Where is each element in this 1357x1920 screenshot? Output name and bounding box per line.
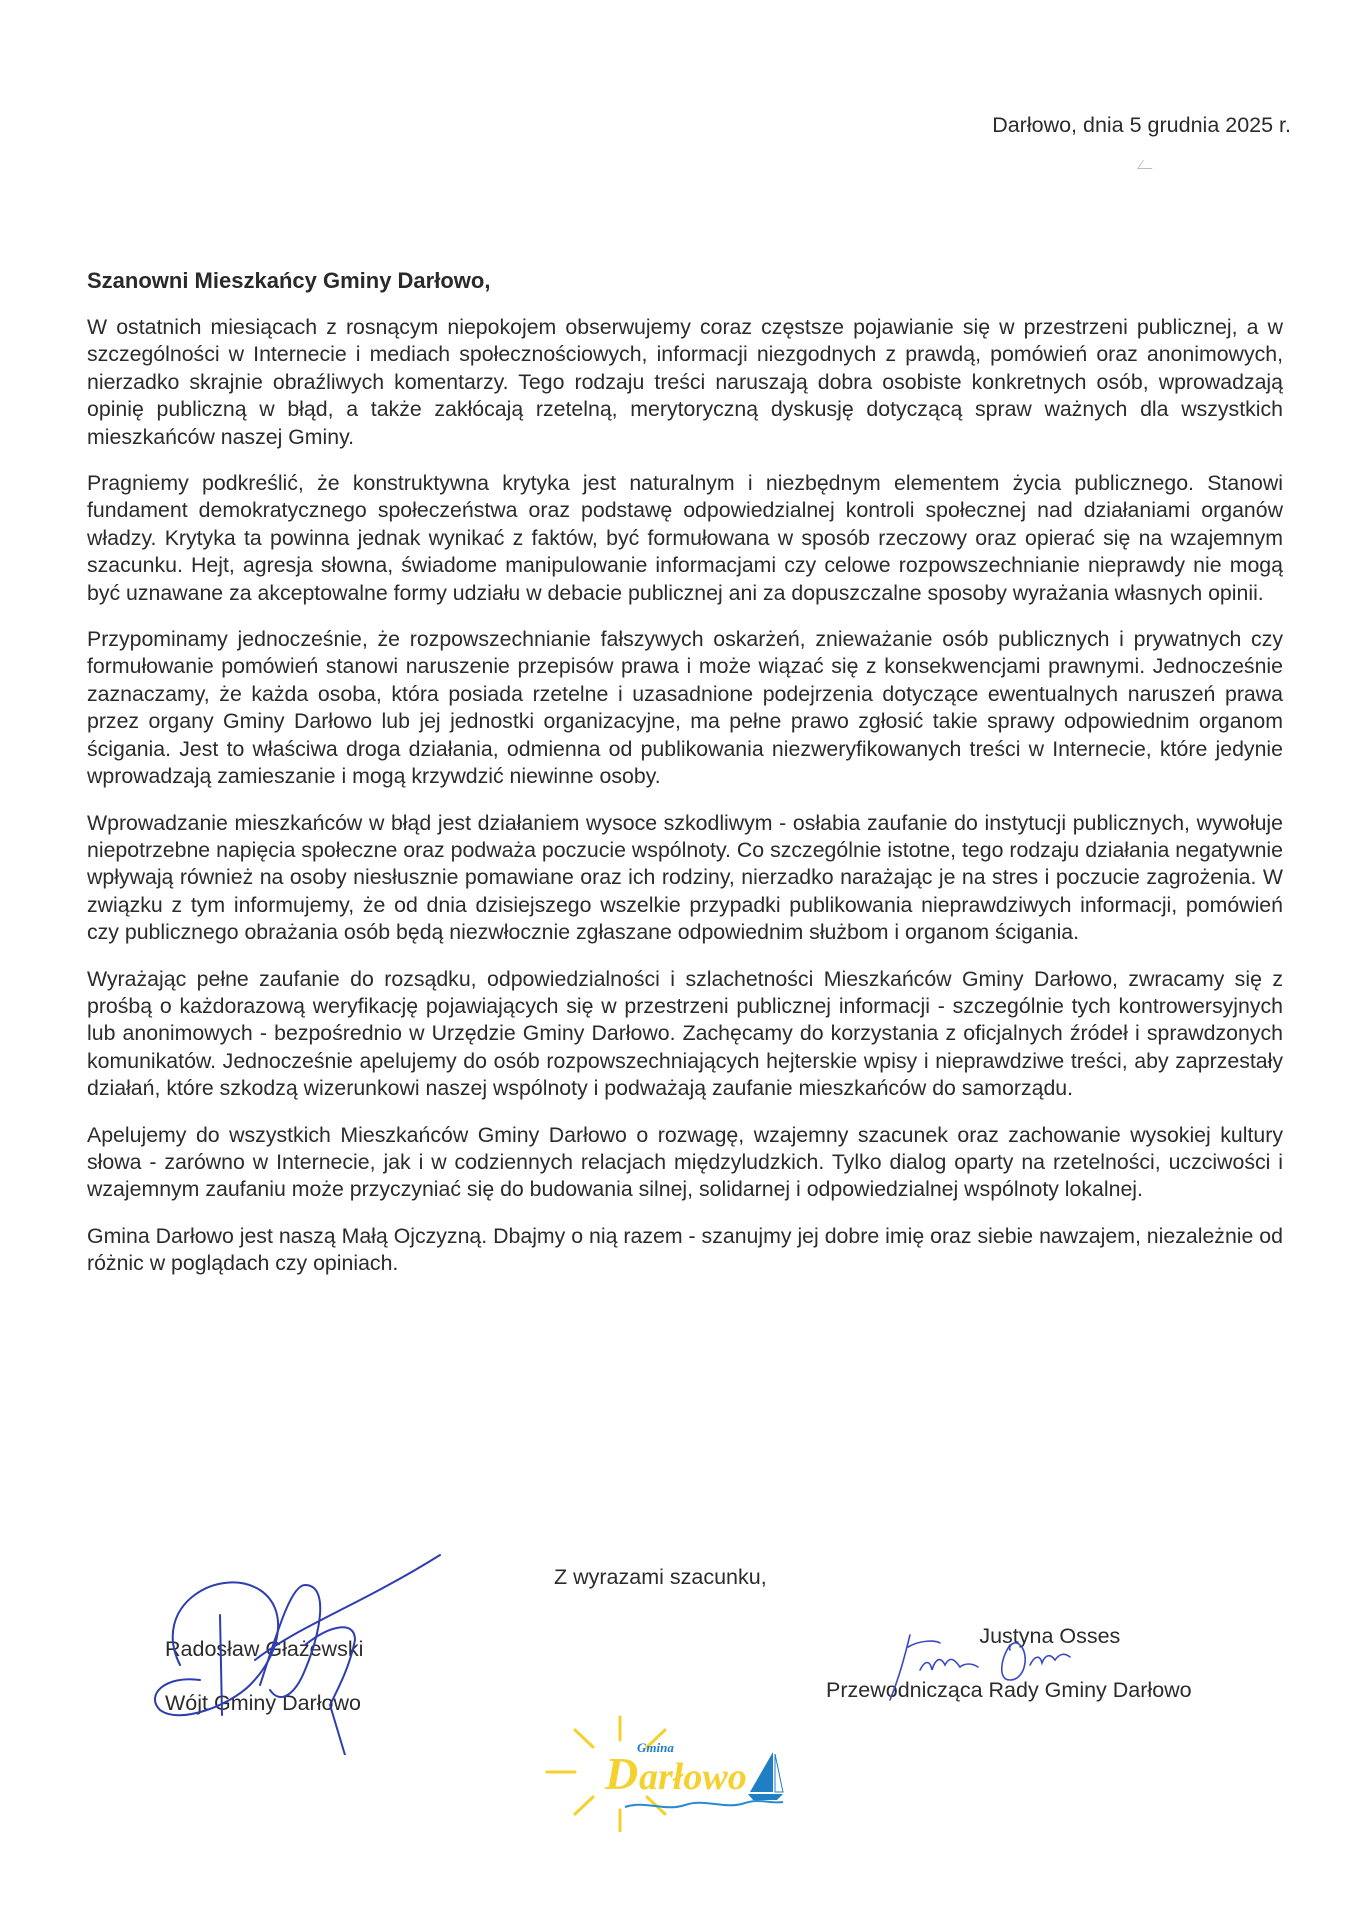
pen-mark — [1137, 160, 1158, 169]
signatory-name: Radosław Głażewski — [165, 1637, 364, 1661]
paragraph: Pragniemy podkreślić, że konstruktywna krytyka jest naturalnym i niezbędnym elementem życia publicznego. Stanowi fundament demokratycznego społeczeństwa oraz podstawę odpowiedzialnej kontroli społecznej nad działaniami organów władzy. Krytyka ta powinna jednak wynikać z faktów, być formułowana w sposób rzeczowy oraz opierać się na wzajemnym szacunku. Hejt, agresja słowna, świadome manipulowanie informacjami czy celowe rozpowszechnianie nieprawdy nie mogą być uznawane za akceptowalne formy udziału w debacie publicznej ani za dopuszczalne sposoby wyrażania własnych opinii. — [87, 471, 1283, 605]
wave-icon — [625, 1801, 783, 1807]
signatory-role: Wójt Gminy Darłowo — [165, 1691, 361, 1715]
sailboat-icon — [748, 1752, 783, 1800]
paragraph: Gmina Darłowo jest naszą Małą Ojczyzną. Dbajmy o nią razem - szanujmy jej dobre imię oraz siebie nawzajem, niezależnie od różnic w poglądach czy opiniach. — [87, 1223, 1283, 1276]
signatory-right — [826, 1622, 1192, 1703]
paragraph: Apelujemy do wszystkich Mieszkańców Gminy Darłowo o rozwagę, wzajemny szacunek oraz zachowanie wysokiej kultury słowa - zarówno w Internecie, jak i w codziennych relacjach międzyludzkich. Tylko dialog oparty na rzetelności, uczciwości i wzajemnym zaufaniu może przyczyniać się do budowania silnej, solidarnej i odpowiedzialnej wspólnoty lokalnej. — [87, 1122, 1283, 1202]
paragraph: Przypominamy jednocześnie, że rozpowszechnianie fałszywych oskarżeń, znieważanie osób publicznych i prywatnych czy formułowanie pomówień stanowi naruszenie przepisów prawa i może wiązać się z konsekwencjami prawnymi. Jednocześnie zaznaczamy, że każda osoba, która posiada rzetelne i uzasadnione podejrzenia dotyczące ewentualnych naruszeń prawa przez organy Gminy Darłowo lub jej jednostki organizacyjne, ma pełne prawo zgłosić takie sprawy odpowiednim organom ścigania. Jest to właściwa droga działania, odmienna od publikowania niezweryfikowanych treści w Internecie, które jedynie wprowadzają zamieszanie i mogą krzywdzić niewinne osoby. — [87, 627, 1283, 789]
paragraph: Wprowadzanie mieszkańców w błąd jest działaniem wysoce szkodliwym - osłabia zaufanie do instytucji publicznych, wywołuje niepotrzebne napięcia społeczne oraz podważa poczucie wspólnoty. Co szczególnie istotne, tego rodzaju działania negatywnie wpływają również na osoby niesłusznie pomawiane oraz ich rodziny, nierzadko narażając je na stres i poczucie zagrożenia. W związku z tym informujemy, że od dnia dzisiejszego wszelkie przypadki publikowania nieprawdziwych informacji, pomówień czy publicznego obrażania osób będą niezwłocznie zgłaszane odpowiednim służbom i organom ścigania. — [87, 810, 1283, 945]
letter-date: Darłowo, dnia 5 grudnia 2025 r. — [992, 113, 1291, 137]
closing: Z wyrazami szacunku, — [554, 1565, 767, 1589]
logo-big-text: arłowo — [639, 1756, 747, 1798]
signatory-role: Przewodnicząca Rady Gminy Darłowo — [826, 1678, 1192, 1702]
logo-initial: D — [605, 1748, 639, 1799]
logo-small-text: Gmina — [637, 1740, 674, 1755]
gmina-darlowo-logo — [545, 1712, 785, 1832]
letter-body — [87, 314, 1283, 1297]
salutation: Szanowni Mieszkańcy Gminy Darłowo, — [87, 268, 491, 293]
signatory-left — [165, 1622, 363, 1730]
paragraph: Wyrażając pełne zaufanie do rozsądku, odpowiedzialności i szlachetności Mieszkańców Gminy Darłowo, zwracamy się z prośbą o każdorazową weryfikację pojawiających się w przestrzeni publicznej informacji - szczególnie tych kontrowersyjnych lub anonimowych - bezpośrednio w Urzędzie Gminy Darłowo. Zachęcamy do korzystania z oficjalnych źródeł i sprawdzonych komunikatów. Jednocześnie apelujemy do osób rozpowszechniających hejterskie wpisy i nieprawdziwe treści, aby zaprzestały działań, które szkodzą wizerunkowi naszej wspólnoty i podważają zaufanie mieszkańców do samorządu. — [87, 966, 1283, 1101]
signatory-name: Justyna Osses — [979, 1624, 1121, 1648]
paragraph: W ostatnich miesiącach z rosnącym niepokojem obserwujemy coraz częstsze pojawianie się w przestrzeni publicznej, a w szczególności w Internecie i mediach społecznościowych, informacji niezgodnych z prawdą, pomówień oraz anonimowych, nierzadko skrajnie obraźliwych komentarzy. Tego rodzaju treści naruszają dobra osobiste konkretnych osób, wprowadzają opinię publiczną w błąd, a także zakłócają rzetelną, merytoryczną dyskusję dotyczącą spraw ważnych dla wszystkich mieszkańców naszej Gminy. — [87, 315, 1283, 449]
